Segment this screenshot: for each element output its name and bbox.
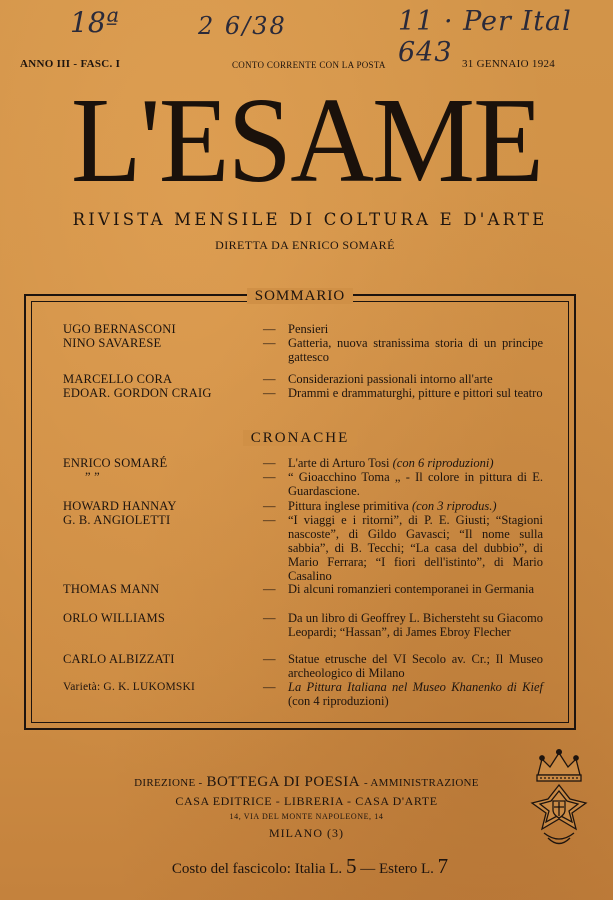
price-italy: 5 bbox=[345, 854, 357, 878]
entry-title: Di alcuni romanzieri contemporanei in Germania bbox=[288, 582, 535, 596]
entry-title: “ Gioacchino Toma „ - Il colore in pittura di E. Guardascione. bbox=[288, 470, 543, 498]
entry-author: HOWARD HANNAY bbox=[63, 499, 177, 513]
sommario-heading: SOMMARIO bbox=[24, 288, 576, 305]
entry-author: NINO SAVARESE bbox=[63, 336, 162, 350]
entry-dash: — bbox=[263, 372, 276, 386]
entry-title: Pensieri bbox=[288, 322, 329, 336]
entry-dash: — bbox=[263, 652, 276, 666]
entry-title: Statue etrusche del VI Secolo av. Cr.; Il Museo archeologico di Milano bbox=[288, 652, 543, 680]
entry-author: EDOAR. GORDON CRAIG bbox=[63, 386, 212, 400]
issue-date: 31 GENNAIO 1924 bbox=[462, 58, 556, 70]
entry-author: UGO BERNASCONI bbox=[63, 322, 176, 336]
cronache-heading: CRONACHE bbox=[24, 430, 576, 447]
handwritten-date: 2 6/38 bbox=[198, 12, 287, 40]
entry-author-ditto: ” ” bbox=[85, 470, 100, 484]
publisher-city: MILANO (3) bbox=[269, 826, 344, 840]
postal-note: CONTO CORRENTE CON LA POSTA bbox=[232, 60, 386, 70]
entry-dash: — bbox=[263, 470, 276, 484]
handwritten-shelfmark: 18ª bbox=[70, 6, 119, 39]
entry-title: La Pittura Italiana nel Museo Khanenko di Kief (con 4 riproduzioni) bbox=[288, 680, 543, 708]
crest-emblem-icon bbox=[516, 745, 602, 857]
entry-author: MARCELLO CORA bbox=[63, 372, 173, 386]
entry-author: ENRICO SOMARÉ bbox=[63, 456, 168, 470]
entry-title: Drammi e drammaturghi, pitture e pittori sul teatro bbox=[288, 386, 543, 400]
price-separator: — Estero L. bbox=[360, 861, 434, 877]
publisher-activities: CASA EDITRICE - LIBRERIA - CASA D'ARTE bbox=[175, 794, 438, 808]
entry-author: Varietà: G. K. LUKOMSKI bbox=[63, 681, 196, 693]
entry-note: (con 6 riproduzioni) bbox=[392, 456, 494, 470]
entry-title: Pittura inglese primitiva (con 3 riprodus.) bbox=[288, 499, 497, 513]
entry-note: (con 3 riprodus.) bbox=[411, 499, 497, 513]
entry-author: ORLO WILLIAMS bbox=[63, 611, 166, 625]
entry-title: Da un libro di Geoffrey L. Bichersteht su Giacomo Leopardi; “Hassan”, di James Ebroy Flecher bbox=[288, 611, 543, 639]
publisher-name: BOTTEGA DI POESIA bbox=[206, 774, 361, 790]
entry-dash: — bbox=[263, 611, 276, 625]
amministrazione-label: - AMMINISTRAZIONE bbox=[364, 777, 479, 789]
publisher-address: 14, VIA DEL MONTE NAPOLEONE, 14 bbox=[229, 812, 384, 821]
entry-dash: — bbox=[263, 456, 276, 470]
entry-author: G. B. ANGIOLETTI bbox=[63, 513, 171, 527]
entry-title: “I viaggi e i ritorni”, di P. E. Giusti; “Stagioni nascoste”, di Gildo Gavasci; “Il nome sulla sabbia”, di B. Tecchi; “La casa del dubbio”, di Mario Ferrara; “I fiori dell'istinto”, di Mario Casalino bbox=[288, 513, 543, 583]
entry-dash: — bbox=[263, 386, 276, 400]
direzione-label: DIREZIONE - bbox=[134, 777, 203, 789]
price-abroad: 7 bbox=[437, 854, 449, 878]
editor-line: DIRETTA DA ENRICO SOMARÉ bbox=[215, 238, 395, 252]
magazine-subtitle: RIVISTA MENSILE DI COLTURA E D'ARTE bbox=[72, 210, 548, 229]
entry-author: THOMAS MANN bbox=[63, 582, 160, 596]
entry-dash: — bbox=[263, 499, 276, 513]
entry-dash: — bbox=[263, 336, 276, 350]
entry-dash: — bbox=[263, 322, 276, 336]
entry-title: Gatteria, nuova stranissima storia di un principe gattesco bbox=[288, 336, 543, 364]
issue-number: ANNO III - FASC. I bbox=[20, 58, 121, 70]
price-label: Costo del fascicolo: Italia L. bbox=[171, 861, 343, 877]
handwritten-catalog-number: 11 · Per Ital 643 bbox=[398, 6, 572, 68]
entry-dash: — bbox=[263, 513, 276, 527]
entry-title: Considerazioni passionali intorno all'arte bbox=[288, 372, 493, 386]
entry-dash: — bbox=[263, 582, 276, 596]
entry-title: L'arte di Arturo Tosi (con 6 riproduzioni) bbox=[288, 456, 494, 470]
entry-dash: — bbox=[263, 680, 276, 694]
entry-note: (con 4 riproduzioni) bbox=[288, 694, 389, 708]
entry-author: CARLO ALBIZZATI bbox=[63, 652, 175, 666]
magazine-title: L'ESAME bbox=[70, 73, 543, 208]
price-line bbox=[60, 854, 560, 879]
